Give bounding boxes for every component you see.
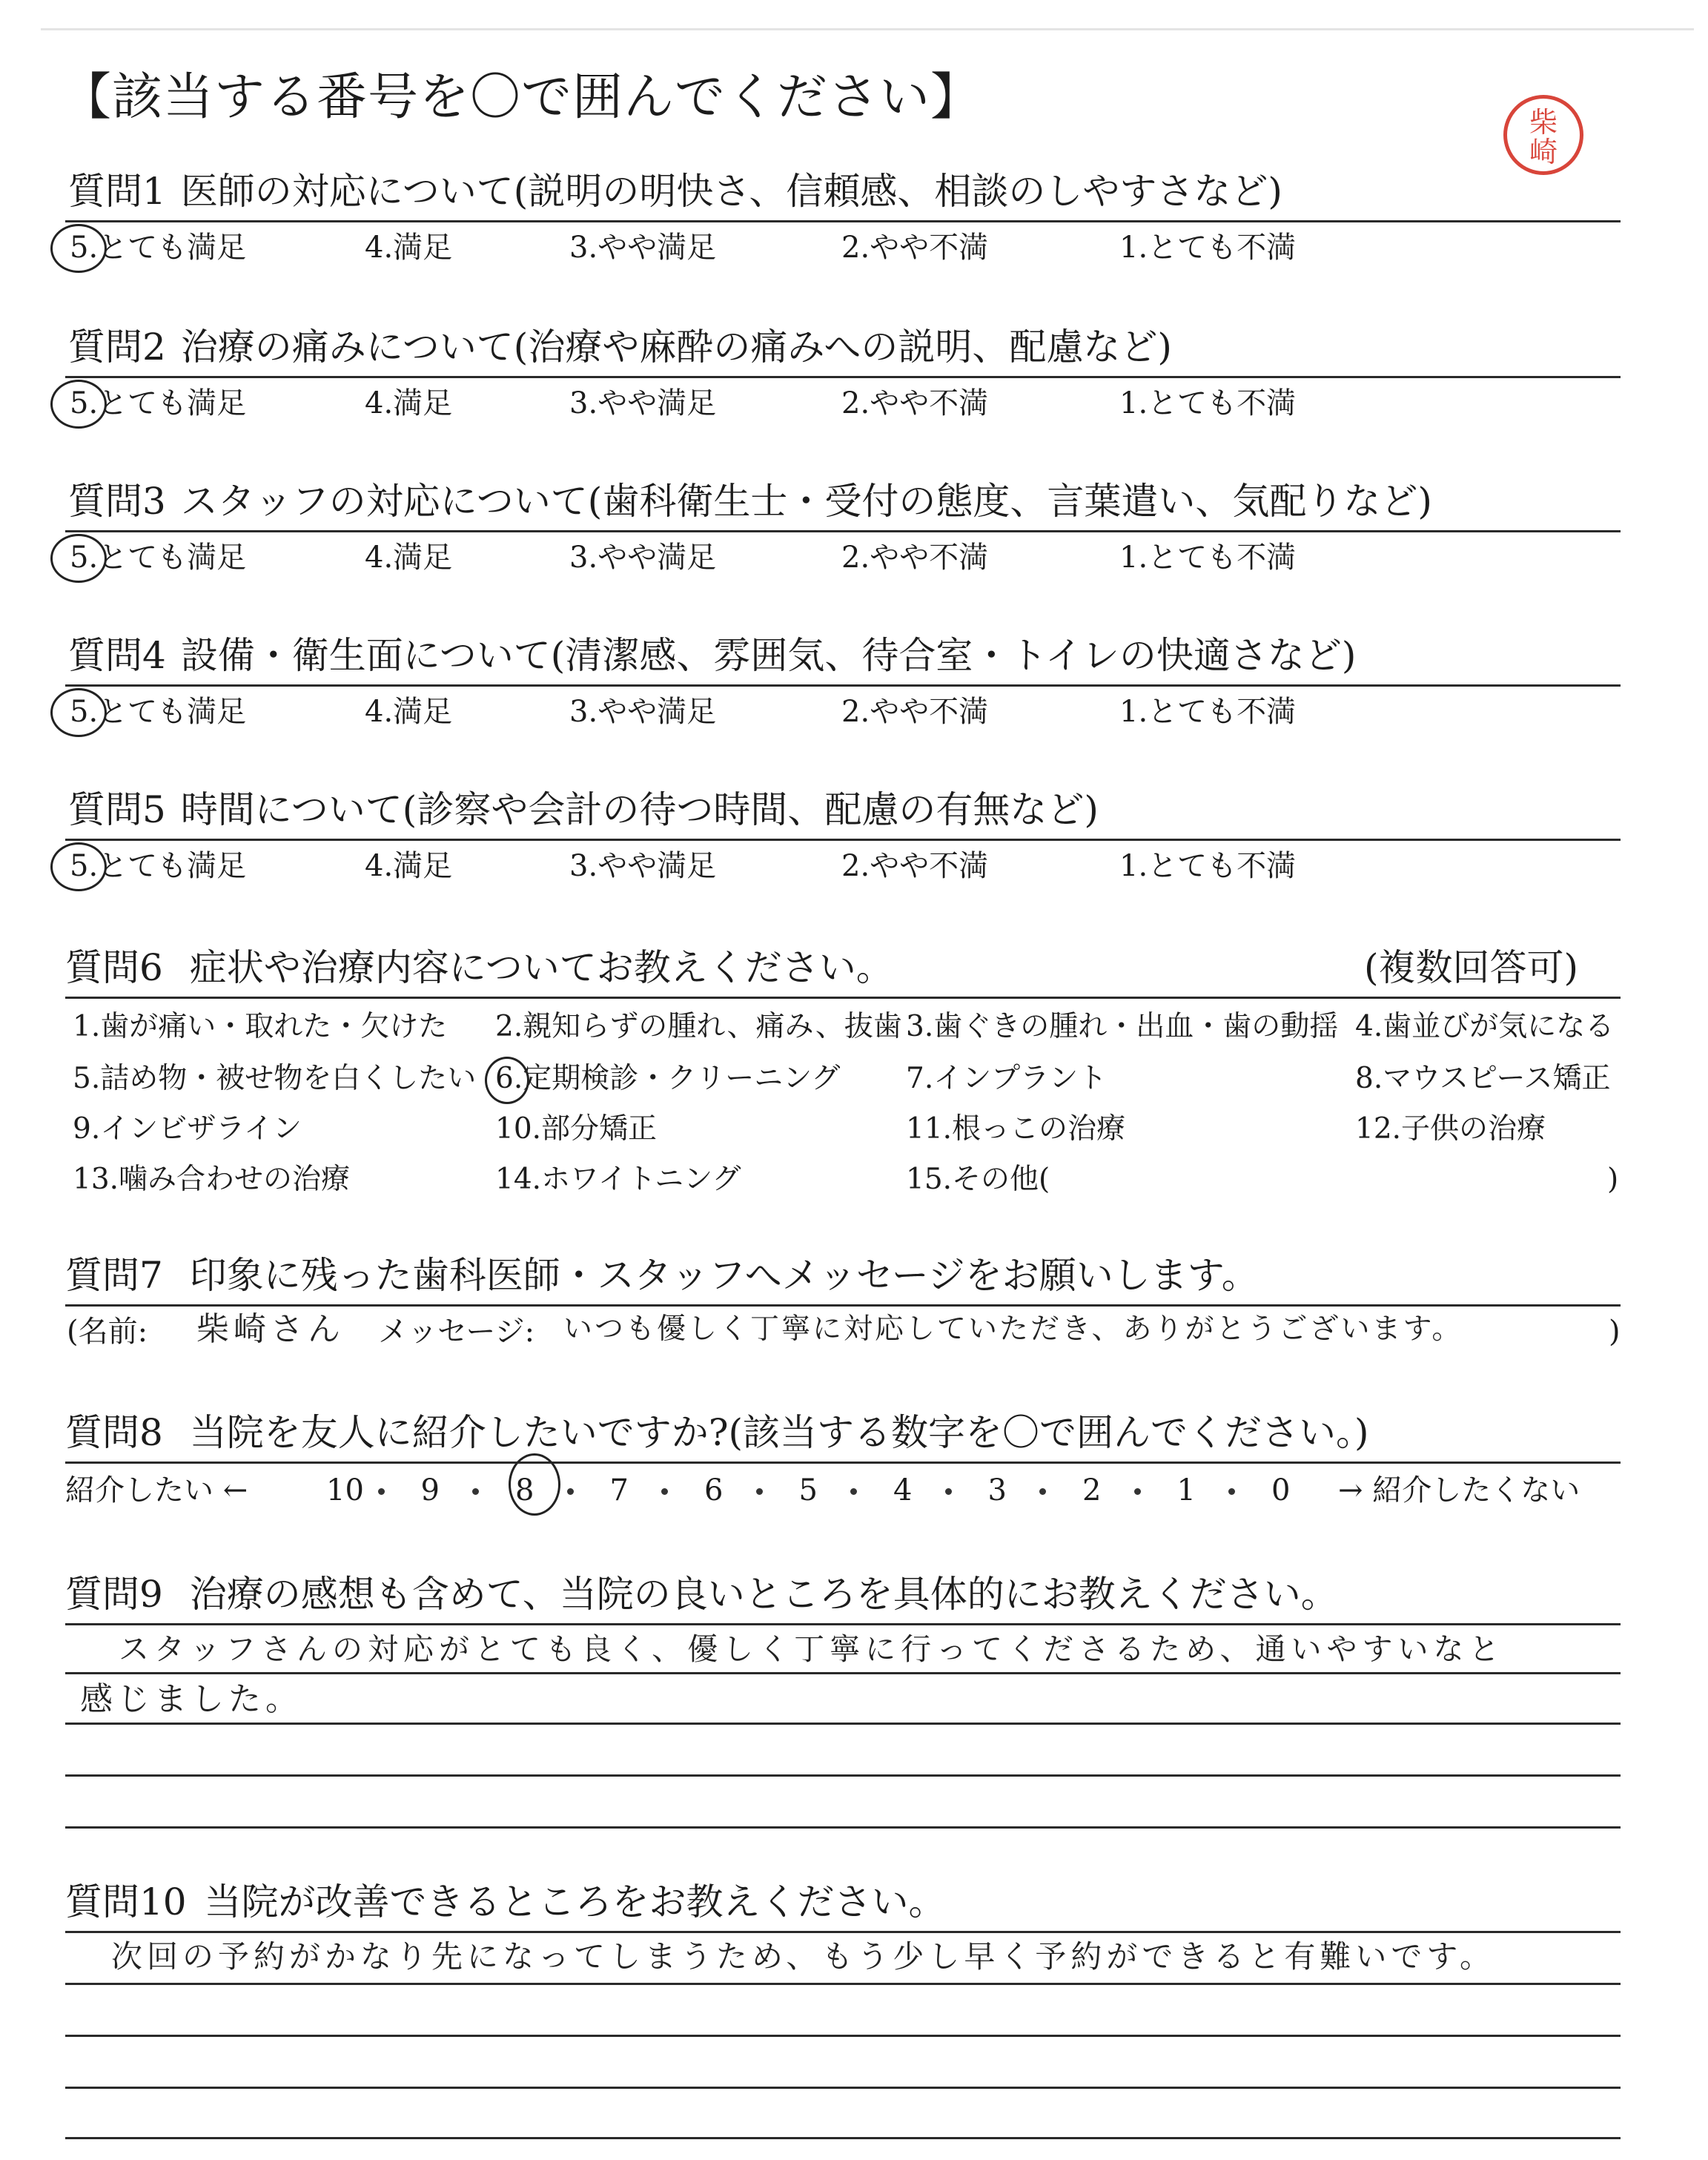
q6-option-2[interactable]: 2.親知らずの腫れ、痛み、抜歯: [495, 1010, 902, 1043]
q6-option-1[interactable]: 1.歯が痛い・取れた・欠けた: [73, 1010, 448, 1043]
q5-option-2[interactable]: 2.やや不満: [841, 849, 989, 883]
q10-text: 当院が改善できるところをお教えください。: [204, 1880, 946, 1923]
q1-text: 医師の対応について(説明の明快さ、信頼感、相談のしやすさなど): [180, 170, 1282, 213]
q3-option-4[interactable]: 4.満足: [365, 541, 453, 575]
q4-option-5[interactable]: 5.とても満足: [70, 695, 247, 729]
q9-rule-1: [65, 1623, 1621, 1625]
q6-option-12[interactable]: 12.子供の治療: [1355, 1112, 1546, 1146]
q9-text: 治療の感想も含めて、当院の良いところを具体的にお教えください。: [189, 1573, 1338, 1616]
q4-option-4[interactable]: 4.満足: [365, 695, 453, 729]
q5-option-4[interactable]: 4.満足: [365, 849, 453, 883]
q1-label: 質問1: [68, 170, 166, 213]
q1-option-1[interactable]: 1.とても不満: [1119, 231, 1297, 265]
q2-answer-circle[interactable]: [50, 380, 107, 429]
q9-rule-5: [65, 1826, 1621, 1829]
q5-heading: [68, 787, 1099, 832]
q7-heading: [65, 1253, 1259, 1298]
q6-option-10[interactable]: 10.部分矯正: [495, 1112, 658, 1146]
q2-option-2[interactable]: 2.やや不満: [841, 386, 989, 420]
q8-left-label: 紹介したい ←: [65, 1473, 248, 1507]
q5-label: 質問5: [68, 788, 166, 831]
q8-scale-8[interactable]: 8: [515, 1473, 534, 1507]
q4-rule: [65, 684, 1621, 687]
q5-option-5[interactable]: 5.とても満足: [70, 849, 247, 883]
stamp-char-1: 柴: [1529, 106, 1558, 139]
q8-right-label: → 紹介したくない: [1338, 1473, 1580, 1507]
q10-rule-2: [65, 1983, 1621, 1985]
q6-answer-circle[interactable]: [485, 1057, 529, 1104]
q8-scale-1[interactable]: 1: [1176, 1473, 1196, 1507]
q4-option-2[interactable]: 2.やや不満: [841, 695, 989, 729]
q7-rule: [65, 1304, 1621, 1307]
q6-option-14[interactable]: 14.ホワイトニング: [495, 1163, 741, 1196]
q5-option-3[interactable]: 3.やや満足: [569, 849, 717, 883]
q9-heading: [65, 1572, 1338, 1616]
q5-answer-circle[interactable]: [50, 842, 107, 891]
q9-label: 質問9: [65, 1573, 163, 1616]
q4-heading: [68, 633, 1356, 678]
q1-option-3[interactable]: 3.やや満足: [569, 231, 717, 265]
q8-scale-dot: [1228, 1488, 1235, 1495]
q1-option-2[interactable]: 2.やや不満: [841, 231, 989, 265]
q8-scale-dot: [567, 1488, 574, 1495]
q6-option-7[interactable]: 7.インプラント: [906, 1062, 1108, 1095]
q9-answer-line-1[interactable]: スタッフさんの対応がとても良く、優しく丁寧に行ってくださるため、通いやすいなと: [119, 1631, 1505, 1667]
q9-rule-2: [65, 1672, 1621, 1674]
q9-answer-line-2[interactable]: 感じました。: [80, 1680, 302, 1718]
q2-option-1[interactable]: 1.とても不満: [1119, 386, 1297, 420]
q8-scale-7[interactable]: 7: [609, 1473, 629, 1507]
q6-option-11[interactable]: 11.根っこの治療: [906, 1112, 1126, 1146]
q1-option-4[interactable]: 4.満足: [365, 231, 453, 265]
q6-option-9[interactable]: 9.インビザライン: [73, 1112, 302, 1146]
q4-label: 質問4: [68, 634, 166, 677]
q5-text: 時間について(診察や会計の待つ時間、配慮の有無など): [180, 788, 1099, 831]
scan-top-edge: [41, 28, 1694, 30]
q2-rule: [65, 376, 1621, 378]
q4-text: 設備・衛生面について(清潔感、雰囲気、待合室・トイレの快適さなど): [180, 634, 1357, 677]
q8-scale-0[interactable]: 0: [1271, 1473, 1291, 1507]
q4-option-1[interactable]: 1.とても不満: [1119, 695, 1297, 729]
q5-rule: [65, 839, 1621, 841]
q1-answer-circle[interactable]: [50, 224, 107, 273]
q9-rule-4: [65, 1774, 1621, 1777]
q7-text: 印象に残った歯科医師・スタッフへメッセージをお願いします。: [189, 1254, 1259, 1297]
q8-scale-9[interactable]: 9: [420, 1473, 440, 1507]
q7-name-answer[interactable]: 柴崎さん: [196, 1310, 345, 1348]
q6-option-3[interactable]: 3.歯ぐきの腫れ・出血・歯の動揺: [906, 1010, 1339, 1043]
q2-option-4[interactable]: 4.満足: [365, 386, 453, 420]
q8-scale-dot: [661, 1488, 668, 1495]
q8-heading: [65, 1410, 1369, 1455]
q2-option-5[interactable]: 5.とても満足: [70, 386, 247, 420]
q6-option-8[interactable]: 8.マウスピース矯正: [1355, 1062, 1611, 1095]
q8-scale-6[interactable]: 6: [704, 1473, 724, 1507]
q6-option-13[interactable]: 13.噛み合わせの治療: [73, 1163, 351, 1196]
q1-option-5[interactable]: 5.とても満足: [70, 231, 247, 265]
q10-heading: [65, 1880, 946, 1924]
q6-option-5[interactable]: 5.詰め物・被せ物を白くしたい: [73, 1062, 477, 1095]
q3-label: 質問3: [68, 480, 166, 523]
q10-rule-1: [65, 1931, 1621, 1933]
q3-answer-circle[interactable]: [50, 534, 107, 583]
q6-text: 症状や治療内容についてお教えください。: [189, 946, 893, 989]
q2-option-3[interactable]: 3.やや満足: [569, 386, 717, 420]
form-title: 【該当する番号を〇で囲んでください】: [61, 68, 982, 127]
q7-name-prefix: (名前:: [67, 1315, 148, 1349]
q4-answer-circle[interactable]: [50, 688, 107, 737]
q8-rule: [65, 1462, 1621, 1464]
q8-label: 質問8: [65, 1411, 163, 1454]
q7-label: 質問7: [65, 1254, 163, 1297]
q6-option-15[interactable]: 15.その他(: [906, 1163, 1050, 1196]
q4-option-3[interactable]: 3.やや満足: [569, 695, 717, 729]
name-seal-stamp: [1503, 95, 1583, 175]
q10-rule-5: [65, 2137, 1621, 2139]
q8-scale-4[interactable]: 4: [893, 1473, 913, 1507]
q7-close-paren: ): [1609, 1315, 1621, 1349]
q3-text: スタッフの対応について(歯科衛生士・受付の態度、言葉遣い、気配りなど): [180, 480, 1432, 523]
q8-scale-dot: [1134, 1488, 1141, 1495]
q2-label: 質問2: [68, 326, 166, 369]
q8-scale-2[interactable]: 2: [1082, 1473, 1102, 1507]
q10-rule-3: [65, 2035, 1621, 2037]
q10-rule-4: [65, 2087, 1621, 2089]
q6-option-6[interactable]: 6.定期検診・クリーニング: [495, 1062, 841, 1095]
q3-heading: [68, 479, 1432, 524]
q9-rule-3: [65, 1723, 1621, 1725]
q8-text: 当院を友人に紹介したいですか?(該当する数字を〇で囲んでください。): [189, 1411, 1369, 1454]
q8-scale-dot: [850, 1488, 857, 1495]
q3-option-3[interactable]: 3.やや満足: [569, 541, 717, 575]
q8-scale-10[interactable]: 10: [326, 1473, 364, 1507]
stamp-char-2: 崎: [1529, 136, 1558, 168]
q3-rule: [65, 530, 1621, 532]
q8-scale-3[interactable]: 3: [987, 1473, 1007, 1507]
q6-other-close-paren: ): [1607, 1163, 1619, 1196]
q7-message-answer[interactable]: いつも優しく丁寧に対応していただき、ありがとうございます。: [563, 1312, 1463, 1346]
q2-heading: [68, 325, 1172, 369]
q8-scale-5[interactable]: 5: [798, 1473, 818, 1507]
q1-heading: [68, 169, 1282, 214]
q6-note: (複数回答可): [1364, 946, 1579, 989]
q3-option-1[interactable]: 1.とても不満: [1119, 541, 1297, 575]
q10-answer-line-1[interactable]: 次回の予約がかなり先になってしまうため、もう少し早く予約ができると有難いです。: [111, 1938, 1495, 1975]
q2-text: 治療の痛みについて(治療や麻酔の痛みへの説明、配慮など): [180, 326, 1172, 369]
q8-scale-dot: [756, 1488, 763, 1495]
q6-rule: [65, 997, 1621, 999]
q3-option-2[interactable]: 2.やや不満: [841, 541, 989, 575]
q6-label: 質問6: [65, 946, 163, 989]
q5-option-1[interactable]: 1.とても不満: [1119, 849, 1297, 883]
q10-label: 質問10: [65, 1880, 187, 1923]
q8-scale-dot: [945, 1488, 952, 1495]
q1-rule: [65, 220, 1621, 222]
q7-message-prefix: メッセージ:: [378, 1315, 535, 1349]
q6-heading: [65, 945, 893, 990]
q6-option-4[interactable]: 4.歯並びが気になる: [1355, 1010, 1615, 1043]
q8-scale-dot: [378, 1488, 385, 1495]
q8-scale-dot: [1039, 1488, 1046, 1495]
q8-answer-circle[interactable]: [509, 1453, 560, 1516]
q3-option-5[interactable]: 5.とても満足: [70, 541, 247, 575]
q8-scale-dot: [472, 1488, 479, 1495]
